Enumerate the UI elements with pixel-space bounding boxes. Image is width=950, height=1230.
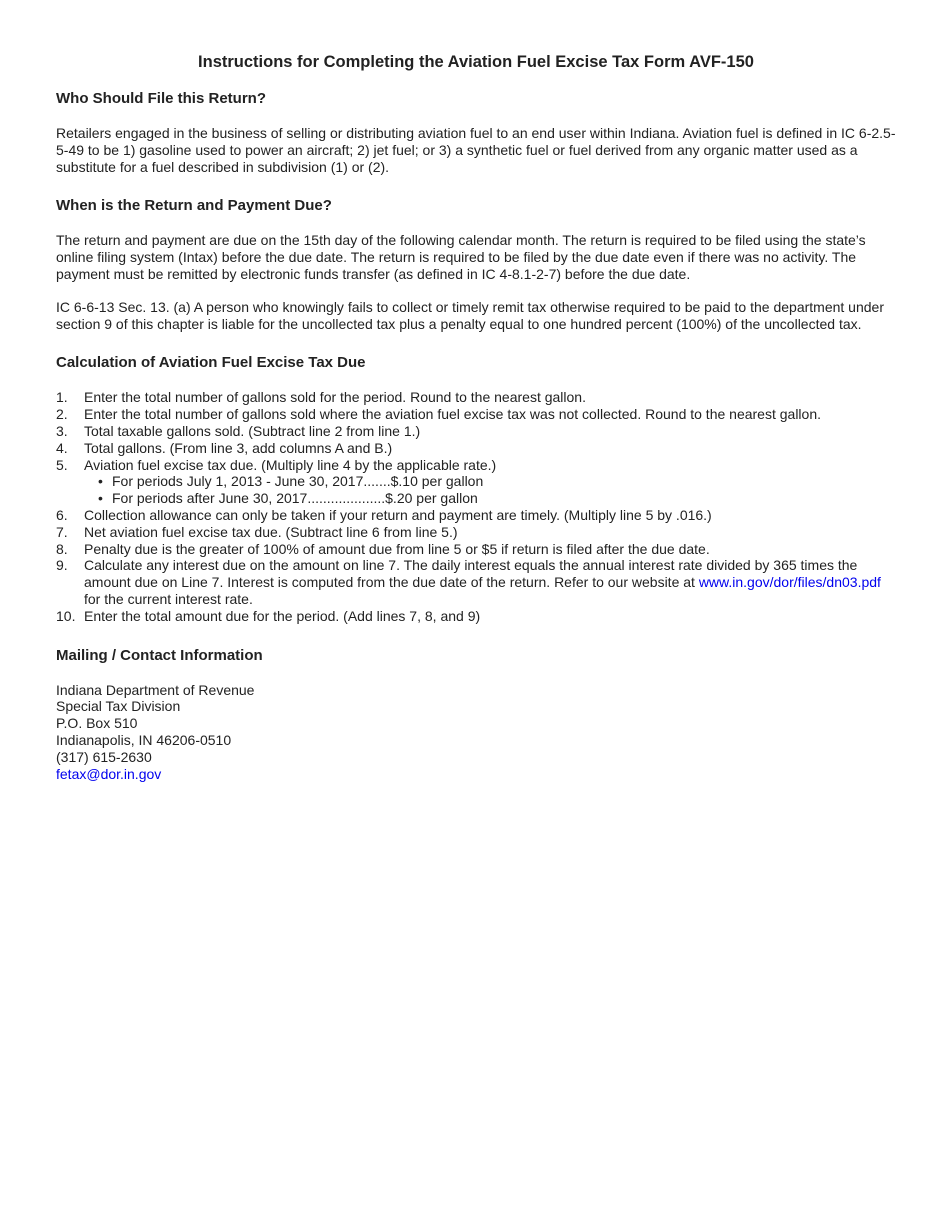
step-8: 8. Penalty due is the greater of 100% of amount due from line 5 or $5 if return is filed after the due date. — [56, 540, 710, 557]
address-line: Indianapolis, IN 46206-0510 — [56, 731, 232, 748]
mailing-address — [56, 682, 896, 783]
email-link[interactable]: fetax@dor.in.gov — [56, 765, 162, 782]
step-9: 9. Calculate any interest due on the amount on line 7. The daily interest equals the annual interest rate divided by 365 times the amount due on Line 7. Interest is computed from the due date of the return. Refer to our website at www.in.gov/dor/files/dn03.pdf for the current interest rate. — [56, 557, 881, 607]
document-page — [56, 52, 896, 782]
rate-item: • For periods July 1, 2013 - June 30, 2017.......$.10 per gallon — [98, 473, 484, 490]
rate-label: For periods after June 30, 2017 — [112, 490, 308, 507]
rate-label: For periods July 1, 2013 - June 30, 2017 — [112, 473, 364, 490]
when-heading: When is the Return and Payment Due? — [56, 197, 332, 215]
step-3: 3. Total taxable gallons sold. (Subtract line 2 from line 1.) — [56, 422, 421, 439]
rates-list — [84, 473, 896, 507]
address-line: Indiana Department of Revenue — [56, 681, 255, 698]
page-title: Instructions for Completing the Aviation Fuel Excise Tax Form AVF-150 — [198, 53, 754, 71]
rate-item: • For periods after June 30, 2017....................$.20 per gallon — [98, 490, 478, 507]
step-2: 2. Enter the total number of gallons sold where the aviation fuel excise tax was not collected. Round to the nearest gallon. — [56, 406, 821, 423]
calc-steps-list — [56, 389, 896, 624]
step-5: 5. Aviation fuel excise tax due. (Multiply line 4 by the applicable rate.) • For periods July 1, 2013 - June 30, 2017.......$.10 per gallon • For periods after June 30, 2017....................$.20 per gallon — [56, 457, 896, 507]
rate-value: $.10 per gallon — [390, 473, 484, 490]
rate-leader: ....... — [363, 473, 391, 490]
who-heading: Who Should File this Return? — [56, 90, 266, 107]
who-body: Retailers engaged in the business of selling or distributing aviation fuel to an end user within Indiana. Aviation fuel is defined in IC 6-2.5-5-49 to be 1) gasoline used to power an aircraft; 2) jet fuel; or 3) a synthetic fuel or fuel derived from any organic matter used as a substitute for a fuel described in subdivision (1) or (2). — [56, 125, 896, 175]
step-4: 4. Total gallons. (From line 3, add columns A and B.) — [56, 439, 393, 456]
interest-rate-link[interactable]: www.in.gov/dor/files/dn03.pdf — [698, 574, 881, 591]
step-1: 1. Enter the total number of gallons sold for the period. Round to the nearest gallon. — [56, 389, 586, 406]
step-6: 6. Collection allowance can only be taken if your return and payment are timely. (Multiply line 5 by .016.) — [56, 506, 712, 523]
address-line: Special Tax Division — [56, 698, 181, 715]
rate-leader: .................... — [307, 490, 386, 507]
when-body-1: The return and payment are due on the 15th day of the following calendar month. The return is required to be filed using the state’s online filing system (Intax) before the due date. The return is required to be filed by the due date even if there was no activity. The payment must be remitted by electronic funds transfer (as defined in IC 4-8.1-2-7) before the due date. — [56, 232, 866, 282]
when-body-2: IC 6-6-13 Sec. 13. (a) A person who knowingly fails to collect or timely remit tax otherwise required to be paid to the department under section 9 of this chapter is liable for the uncollected tax plus a penalty equal to one hundred percent (100%) of the uncollected tax. — [56, 298, 884, 332]
phone-number: (317) 615-2630 — [56, 748, 152, 765]
calc-heading: Calculation of Aviation Fuel Excise Tax Due — [56, 354, 366, 372]
address-line: P.O. Box 510 — [56, 715, 138, 732]
step-10: 10. Enter the total amount due for the period. (Add lines 7, 8, and 9) — [56, 607, 481, 624]
rate-value: $.20 per gallon — [385, 490, 478, 507]
contact-heading: Mailing / Contact Information — [56, 646, 263, 664]
step-7: 7. Net aviation fuel excise tax due. (Subtract line 6 from line 5.) — [56, 523, 458, 540]
